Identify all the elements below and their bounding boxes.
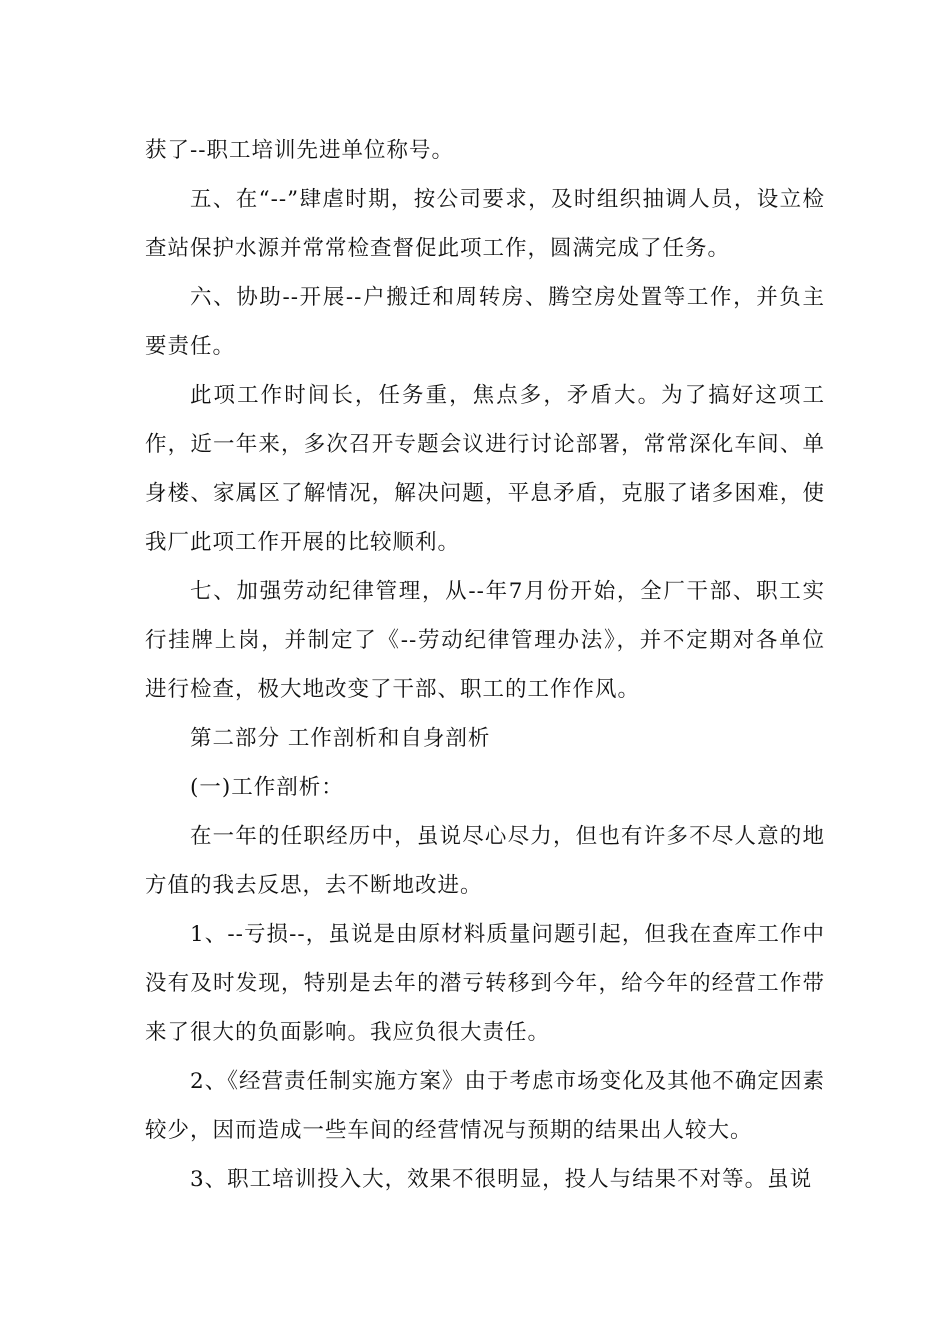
section-heading: 第二部分 工作剖析和自身剖析 bbox=[190, 726, 491, 751]
paragraph-4: 此项工作时间长，任务重，焦点多，矛盾大。为了搞好这项工作，近一年来，多次召开专题会议进行讨论部署，常常深化车间、单身楼、家属区了解情况，解决问题，平息矛盾，克服了诸多困难，使我厂此项工作开展的比较顺利。 bbox=[145, 383, 825, 555]
paragraph-1: 获了--职工培训先进单位称号。 bbox=[145, 138, 455, 163]
subsection-heading: (一)工作剖析： bbox=[190, 775, 344, 800]
paragraph-5: 七、加强劳动纪律管理，从--年7月份开始，全厂干部、职工实行挂牌上岗，并制定了《--劳动纪律管理办法》，并不定期对各单位进行检查，极大地改变了干部、职工的工作作风。 bbox=[145, 579, 825, 702]
paragraph-2: 五、在“--”肆虐时期，按公司要求，及时组织抽调人员，设立检查站保护水源并常常检查督促此项工作，圆满完成了任务。 bbox=[145, 187, 825, 261]
paragraph-8: 在一年的任职经历中，虽说尽心尽力，但也有许多不尽人意的地方值的我去反思，去不断地改进。 bbox=[145, 824, 825, 898]
paragraph-3: 六、协助--开展--户搬迁和周转房、腾空房处置等工作，并负主要责任。 bbox=[145, 285, 825, 359]
paragraph-11: 3、职工培训投入大，效果不很明显，投人与结果不对等。虽说 bbox=[190, 1167, 813, 1192]
paragraph-9: 1、--亏损--，虽说是由原材料质量问题引起，但我在查库工作中没有及时发现，特别是去年的潜亏转移到今年，给今年的经营工作带来了很大的负面影响。我应负很大责任。 bbox=[145, 922, 825, 1045]
document-body bbox=[145, 126, 825, 1204]
paragraph-10: 2、《经营责任制实施方案》由于考虑市场变化及其他不确定因素较少，因而造成一些车间的经营情况与预期的结果出人较大。 bbox=[145, 1069, 825, 1143]
